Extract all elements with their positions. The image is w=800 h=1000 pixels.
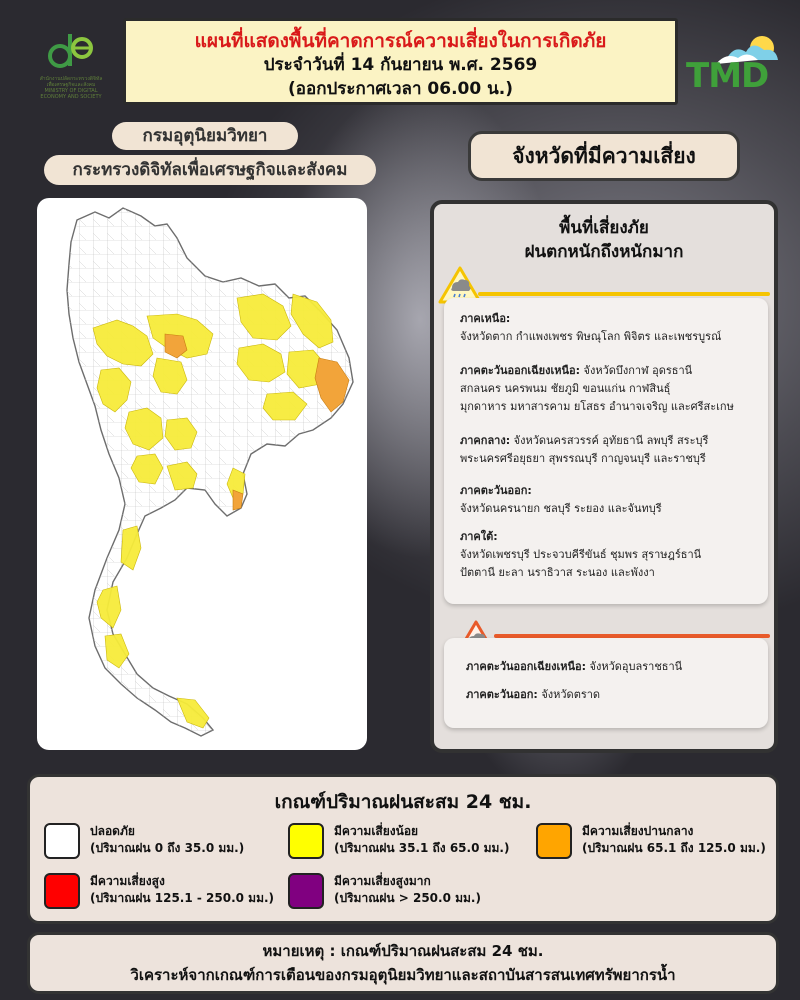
legend-item-very-high [288,873,528,913]
region-text: พระนครศรีอยุธยา สุพรรณบุรี กาญจนบุรี และราชบุรี [460,452,706,465]
medium-risk-province-list [444,638,768,728]
legend-item-low [288,823,528,863]
region-label: ภาคตะวันออกเฉียงเหนือ: [460,364,581,377]
legend-range: (ปริมาณฝน > 250.0 มม.) [334,891,481,905]
page-title: แผนที่แสดงพื้นที่คาดการณ์ความเสี่ยงในการเกิดภัย [194,30,607,52]
legend-range: (ปริมาณฝน 65.1 ถึง 125.0 มม.) [582,841,766,855]
legend-swatch [288,873,324,909]
low-risk-province-list [444,298,768,604]
ministry-logo-icon [46,30,96,74]
legend-range: (ปริมาณฝน 0 ถึง 35.0 มม.) [90,841,245,855]
footnote-line2: วิเคราะห์จากเกณฑ์การเตือนของกรมอุตุนิยมวิทยาและสถาบันสารสนเทศทรัพยากรน้ำ [130,966,676,984]
region-northeast-medium [466,658,772,676]
ministry-logo [38,30,104,100]
footnote [27,932,779,994]
thailand-map [37,198,367,750]
region-north [460,310,766,346]
risk-panel [430,200,778,753]
department-name: กรมอุตุนิยมวิทยา [112,122,298,150]
region-label: ภาคกลาง: [460,434,511,447]
legend-item-safe [44,823,274,863]
footnote-line1: หมายเหตุ : เกณฑ์ปริมาณฝนสะสม 24 ชม. [262,942,544,960]
region-east-medium [466,686,772,704]
date-line: ประจำวันที่ 14 กันยายน พ.ศ. 2569 [263,55,538,75]
legend-item-high [44,873,284,913]
legend-swatch [288,823,324,859]
legend-label: มีความเสี่ยงสูงมาก [334,874,431,888]
ministry-name: กระทรวงดิจิทัลเพื่อเศรษฐกิจและสังคม [44,155,376,185]
region-label: ภาคเหนือ: [460,312,511,325]
issued-line: (ออกประกาศเวลา 06.00 น.) [288,79,513,99]
region-east [460,482,766,518]
region-text: จังหวัดเพชรบุรี ประจวบคีรีขันธ์ ชุมพร สุราษฎร์ธานี [460,548,702,561]
region-northeast [460,362,766,416]
region-text: จังหวัดนครสวรรค์ อุทัยธานี ลพบุรี สระบุรี [513,434,709,447]
legend-swatch [44,873,80,909]
legend-swatch [536,823,572,859]
region-text: จังหวัดตาก กำแพงเพชร พิษณุโลก พิจิตร และเพชรบูรณ์ [460,330,722,343]
ministry-logo-caption: สำนักงานปลัดกระทรวงดิจิทัลเพื่อเศรษฐกิจและสังคม MINISTRY OF DIGITAL ECONOMY AND SOCIETY [39,76,103,100]
legend-item-medium [536,823,776,863]
region-text: จังหวัดบึงกาฬ อุดรธานี [583,364,693,377]
region-text: จังหวัดอุบลราชธานี [589,660,683,673]
risk-provinces-header: จังหวัดที่มีความเสี่ยง [468,131,740,181]
legend-title: เกณฑ์ปริมาณฝนสะสม 24 ชม. [274,791,532,813]
legend-label: ปลอดภัย [90,824,135,838]
tmd-logo-text: TMD [686,56,769,96]
region-text: จังหวัดนครนายก ชลบุรี ระยอง และจันทบุรี [460,502,662,515]
low-risk-bar [478,292,770,296]
region-text: จังหวัดตราด [541,688,601,701]
legend-range: (ปริมาณฝน 35.1 ถึง 65.0 มม.) [334,841,510,855]
region-label: ภาคตะวันออก: [466,688,538,701]
legend-label: มีความเสี่ยงสูง [90,874,165,888]
region-label: ภาคตะวันออก: [460,484,532,497]
region-central [460,432,766,468]
region-south [460,528,766,582]
region-text: ปัตตานี ยะลา นราธิวาส ระนอง และพังงา [460,566,655,579]
region-text: มุกดาหาร มหาสารคาม ยโสธร อำนาจเจริญ และศรีสะเกษ [460,400,734,413]
risk-map [37,198,367,750]
title-box [123,18,678,105]
tmd-logo [686,30,786,96]
risk-panel-subtitle: ฝนตกหนักถึงหนักมาก [524,242,684,262]
legend-label: มีความเสี่ยงน้อย [334,824,419,838]
region-label: ภาคตะวันออกเฉียงเหนือ: [466,660,587,673]
rainfall-legend [27,774,779,924]
risk-panel-title: พื้นที่เสี่ยงภัย [559,218,649,238]
region-text: สกลนคร นครพนม ชัยภูมิ ขอนแก่น กาฬสินธุ์ [460,382,671,395]
region-label: ภาคใต้: [460,530,498,543]
legend-range: (ปริมาณฝน 125.1 - 250.0 มม.) [90,891,275,905]
legend-label: มีความเสี่ยงปานกลาง [582,824,694,838]
legend-swatch [44,823,80,859]
